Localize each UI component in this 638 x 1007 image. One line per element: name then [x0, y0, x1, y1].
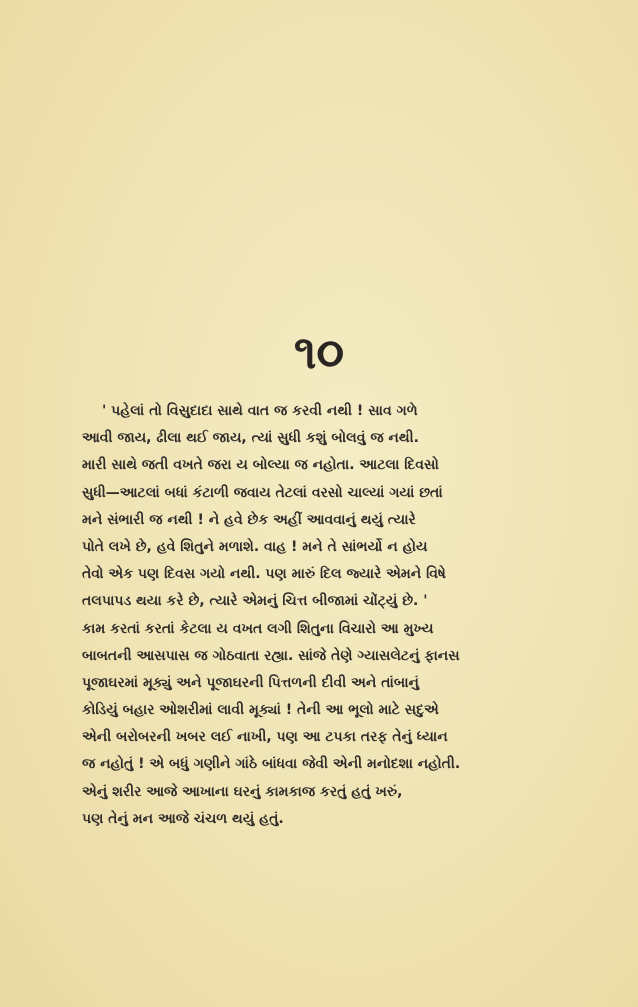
- text-line: તેવો એક પણ દિવસ ગયો નથી. પણ મારું દિલ જ્યારે એમને વિષે: [82, 566, 446, 583]
- text-line: પણ તેનું મન આજે ચંચળ થયું હતું.: [82, 810, 284, 827]
- chapter-paragraph: [82, 398, 572, 833]
- text-line: જ નહોતું ! એ બધું ગણીને ગાંઠે બાંધવા જેવી એની મનોદશા નહોતી.: [82, 756, 461, 773]
- text-line: મારી સાથે જતી વખતે જરા ય બોલ્યા જ નહોતા. આટલા દિવસો: [82, 457, 439, 474]
- text-line: બાબતની આસપાસ જ ગોઠવાતા રહ્યા. સાંજે તેણે ગ્યાસલેટનું ફાનસ: [82, 647, 460, 664]
- text-line: કામ કરતાં કરતાં કેટલા ય વખત લગી શિતુના વિચારો આ મુખ્ય: [82, 620, 434, 637]
- text-line: તલપાપડ થયા કરે છે, ત્યારે એમનું ચિત્ત બીજામાં ચોંટ્યું છે. ': [82, 593, 428, 610]
- text-line: ' પહેલાં તો વિસુદાદા સાથે વાત જ કરવી નથી ! સાવ ગળે: [102, 403, 418, 419]
- text-line: કોડિયું બહાર ઓશરીમાં લાવી મૂક્યાં ! તેની આ ભૂલો માટે સદુએ: [82, 702, 439, 719]
- text-line: આવી જાય, ઢીલા થઈ જાય, ત્યાં સુધી કશું બોલવું જ નથી.: [82, 430, 419, 447]
- text-line: પોતે લખે છે, હવે શિતુને મળાશે. વાહ ! મને તે સાંભર્યો ન હોય: [82, 538, 428, 555]
- text-line: સુધી—આટલાં બધાં કંટાળી જવાય તેટલાં વરસો ચાલ્યાં ગયાં છતાં: [82, 484, 443, 501]
- text-line: એનું શરીર આજે આખાના ઘરનું કામકાજ કરતું હતું ખરું,: [82, 783, 403, 800]
- text-line: એની બરોબરની ખબર લઈ નાખી, પણ આ ટપકા તરફ તેનું ધ્યાન: [82, 729, 448, 746]
- chapter-number: ૧૦: [293, 325, 345, 379]
- text-line: મને સંભારી જ નથી ! ને હવે છેક અહીં આવવાનું થયું ત્યારે: [82, 511, 416, 528]
- text-line: પૂજાઘરમાં મૂક્યું અને પૂજાઘરની પિત્તળની દીવી અને તાંબાનું: [82, 674, 419, 691]
